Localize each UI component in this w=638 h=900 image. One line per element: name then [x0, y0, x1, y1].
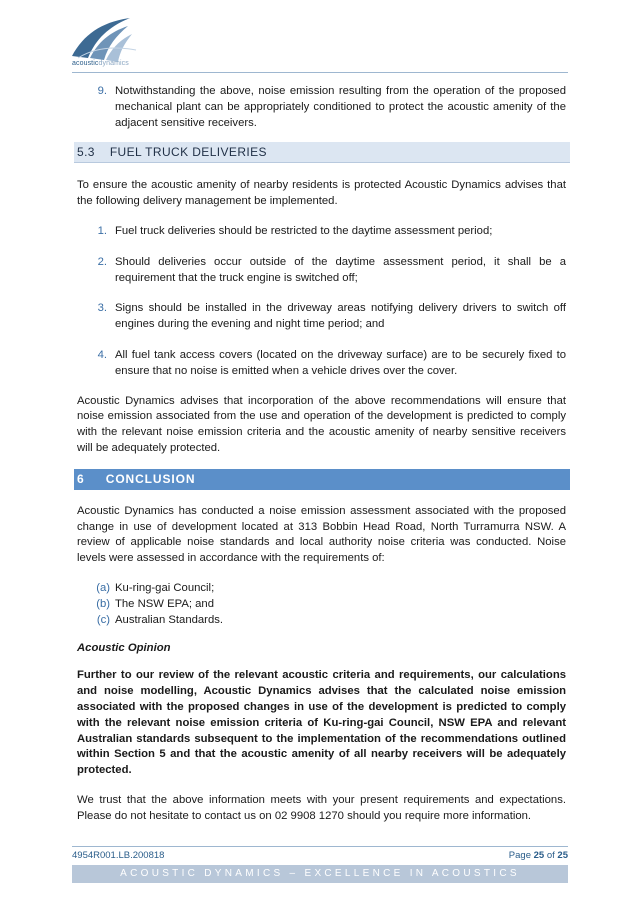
requirements-list: [77, 581, 566, 628]
section-number: 6: [77, 471, 85, 486]
opinion-text: Further to our review of the relevant acoustic criteria and requirements, our calculations and noise modelling, Acoustic Dynamics advises that the calculated noise emission associated with the proposed changes in use of the development is predicted to comply with the relevant noise emission criteria of Ku-ring-gai Council, NSW EPA and relevant Australian standards subsequent to the implementation of the recommendations outlined within Section 5 and that the acoustic amenity of all nearby receivers will be adequately protected.: [77, 669, 566, 777]
list-text: Signs should be installed in the driveway areas notifying delivery drivers to switch off engines during the evening and night time period; and: [115, 302, 566, 331]
list-item: [77, 224, 566, 240]
page-content: [77, 84, 566, 825]
section-heading-5-3: [74, 142, 570, 163]
list-text: Australian Standards.: [115, 613, 224, 626]
section-intro: To ensure the acoustic amenity of nearby residents is protected Acoustic Dynamics advises that the following delivery management be implemented.: [77, 179, 566, 208]
list-item: [77, 84, 566, 131]
header-rule: [72, 72, 568, 73]
logo-wordmark: acousticdynamics: [72, 60, 129, 67]
list-number: 9.: [97, 85, 107, 97]
closing-paragraph: We trust that the above information meets with your present requirements and expectations. Please do not hesitate to contact us on 02 9908 1270 should you require more information.: [77, 793, 566, 822]
list-item: [77, 255, 566, 287]
list-item: [77, 348, 566, 380]
list-text: Fuel truck deliveries should be restricted to the daytime assessment period;: [115, 224, 493, 237]
footer-banner: ACOUSTIC DYNAMICS – EXCELLENCE IN ACOUSTICS: [72, 865, 568, 883]
list-item: [77, 581, 566, 597]
list-text: Ku-ring-gai Council;: [115, 581, 215, 594]
list-number: 2.: [97, 255, 107, 268]
section-title: CONCLUSION: [105, 471, 196, 486]
document-reference: 4954R001.LB.200818: [72, 850, 165, 861]
list-text: All fuel tank access covers (located on the driveway surface) are to be securely fixed to ensure that no noise is emitted when a vehicle drives over the cover.: [115, 348, 566, 377]
conclusion-intro: Acoustic Dynamics has conducted a noise emission assessment associated with the proposed change in use of development located at 313 Bobbin Head Road, North Turramurra NSW. A review of applicable noise standards and local authority noise criteria was conducted. Noise levels were assessed in accordance with the requirements of:: [77, 504, 566, 565]
list-text: The NSW EPA; and: [115, 597, 214, 610]
list-letter: (a): [96, 581, 110, 594]
list-item: [77, 301, 566, 333]
list-number: 4.: [97, 348, 107, 361]
opinion-heading: Acoustic Opinion: [77, 642, 171, 655]
list-item: [77, 613, 566, 629]
list-item: [77, 597, 566, 613]
section-heading-6: [74, 469, 570, 490]
list-letter: (c): [96, 613, 110, 626]
delivery-list: [77, 224, 566, 380]
list-text: Notwithstanding the above, noise emission resulting from the operation of the proposed mechanical plant can be appropriately conditioned to protect the acoustic amenity of the adjacent sensitive receivers.: [115, 85, 566, 129]
footer-rule: [72, 846, 568, 847]
list-number: 3.: [97, 302, 107, 315]
section-title: FUEL TRUCK DELIVERIES: [109, 145, 267, 160]
section-number: 5.3: [77, 145, 95, 160]
list-letter: (b): [96, 597, 110, 610]
page-number: Page 25 of 25: [508, 850, 568, 861]
list-number: 1.: [97, 224, 107, 237]
list-text: Should deliveries occur outside of the daytime assessment period, it shall be a requirement that the truck engine is switched off;: [115, 255, 566, 284]
section-closing: Acoustic Dynamics advises that incorporation of the above recommendations will ensure that noise emission associated from the use and operation of the development is predicted to comply with the relevant noise emission criteria and the acoustic amenity of nearby sensitive receivers will be adequately protected.: [77, 394, 566, 454]
